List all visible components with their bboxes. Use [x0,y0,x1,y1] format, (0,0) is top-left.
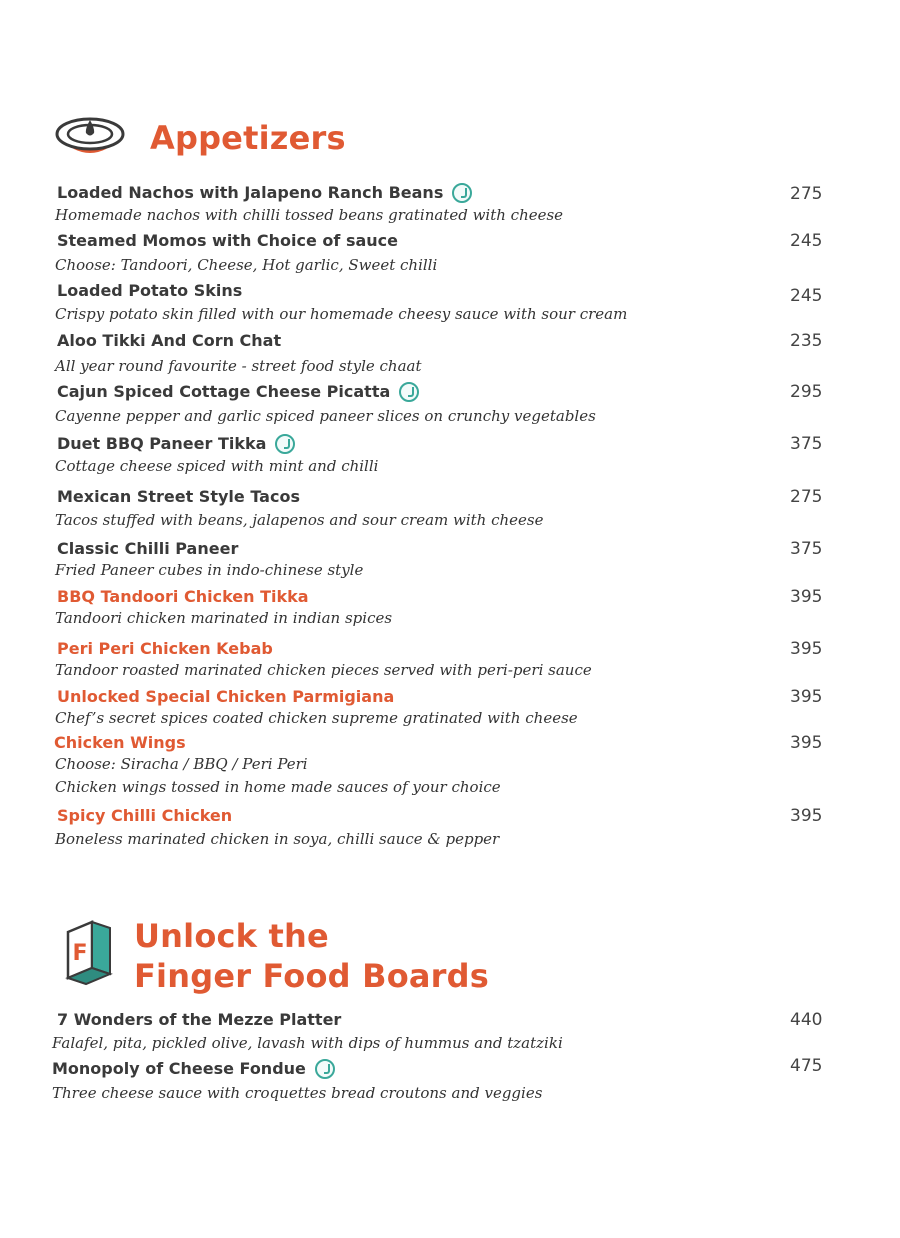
item-name: Classic Chilli Paneer [57,539,239,558]
item-description: All year round favourite - street food style chaat [55,357,422,375]
item-price: 245 [790,286,823,306]
chef-special-badge-icon [315,1059,335,1079]
item-price: 275 [790,184,823,204]
item-price: 295 [790,382,823,402]
item-description: Fried Paneer cubes in indo-chinese style [55,561,364,579]
item-name: Steamed Momos with Choice of sauce [57,231,398,250]
appetizers-header [54,110,346,166]
item-name: Chicken Wings [54,733,186,752]
item-name: Loaded Potato Skins [57,281,243,300]
section-title-line: Finger Food Boards [134,957,490,995]
finger-food-header [64,916,489,996]
item-description: Homemade nachos with chilli tossed beans gratinated with cheese [55,206,564,224]
item-price: 440 [790,1010,823,1030]
item-name: Aloo Tikki And Corn Chat [57,331,282,350]
item-description: Tandoori chicken marinated in indian spices [55,609,393,627]
item-description: Falafel, pita, pickled olive, lavash with dips of hummus and tzatziki [52,1034,563,1052]
item-price: 375 [790,539,823,559]
item-description: Choose: Tandoori, Cheese, Hot garlic, Sweet chilli [55,256,438,274]
item-price: 395 [790,639,823,659]
item-price: 275 [790,487,823,507]
item-description: Crispy potato skin filled with our homemade cheesy sauce with sour cream [55,305,628,323]
item-name: Monopoly of Cheese Fondue [52,1059,335,1079]
chef-special-badge-icon [275,434,295,454]
svg-text:F: F [72,941,88,966]
item-name: Peri Peri Chicken Kebab [57,639,273,658]
item-description: Choose: Siracha / BBQ / Peri Peri [55,755,308,773]
item-description: Chef’s secret spices coated chicken supreme gratinated with cheese [55,709,578,727]
finger-food-board-icon [64,916,114,988]
chef-special-badge-icon [452,183,472,203]
item-description: Boneless marinated chicken in soya, chilli sauce & pepper [55,830,500,848]
item-price: 395 [790,733,823,753]
chef-special-badge-icon [399,382,419,402]
item-description: Cottage cheese spiced with mint and chilli [55,457,379,475]
item-price: 245 [790,231,823,251]
item-price: 395 [790,806,823,826]
bowl-icon [54,110,126,166]
item-description: Chicken wings tossed in home made sauces of your choice [55,778,501,796]
item-name: Unlocked Special Chicken Parmigiana [57,687,395,706]
item-price: 395 [790,687,823,707]
item-name: Spicy Chilli Chicken [57,806,233,825]
item-name: 7 Wonders of the Mezze Platter [57,1010,342,1029]
item-description: Tandoor roasted marinated chicken pieces served with peri-peri sauce [55,661,592,679]
item-price: 235 [790,331,823,351]
item-description: Tacos stuffed with beans, jalapenos and sour cream with cheese [55,511,544,529]
item-price: 475 [790,1056,823,1076]
item-description: Three cheese sauce with croquettes bread croutons and veggies [52,1084,543,1102]
item-price: 375 [790,434,823,454]
item-name: Mexican Street Style Tacos [57,487,300,506]
item-name: BBQ Tandoori Chicken Tikka [57,587,309,606]
item-name: Loaded Nachos with Jalapeno Ranch Beans [57,183,472,203]
item-name: Cajun Spiced Cottage Cheese Picatta [57,382,419,402]
item-name: Duet BBQ Paneer Tikka [57,434,295,454]
item-price: 395 [790,587,823,607]
section-title: Appetizers [150,119,346,157]
section-title-line: Unlock the [134,917,329,955]
item-description: Cayenne pepper and garlic spiced paneer slices on crunchy vegetables [55,407,596,425]
